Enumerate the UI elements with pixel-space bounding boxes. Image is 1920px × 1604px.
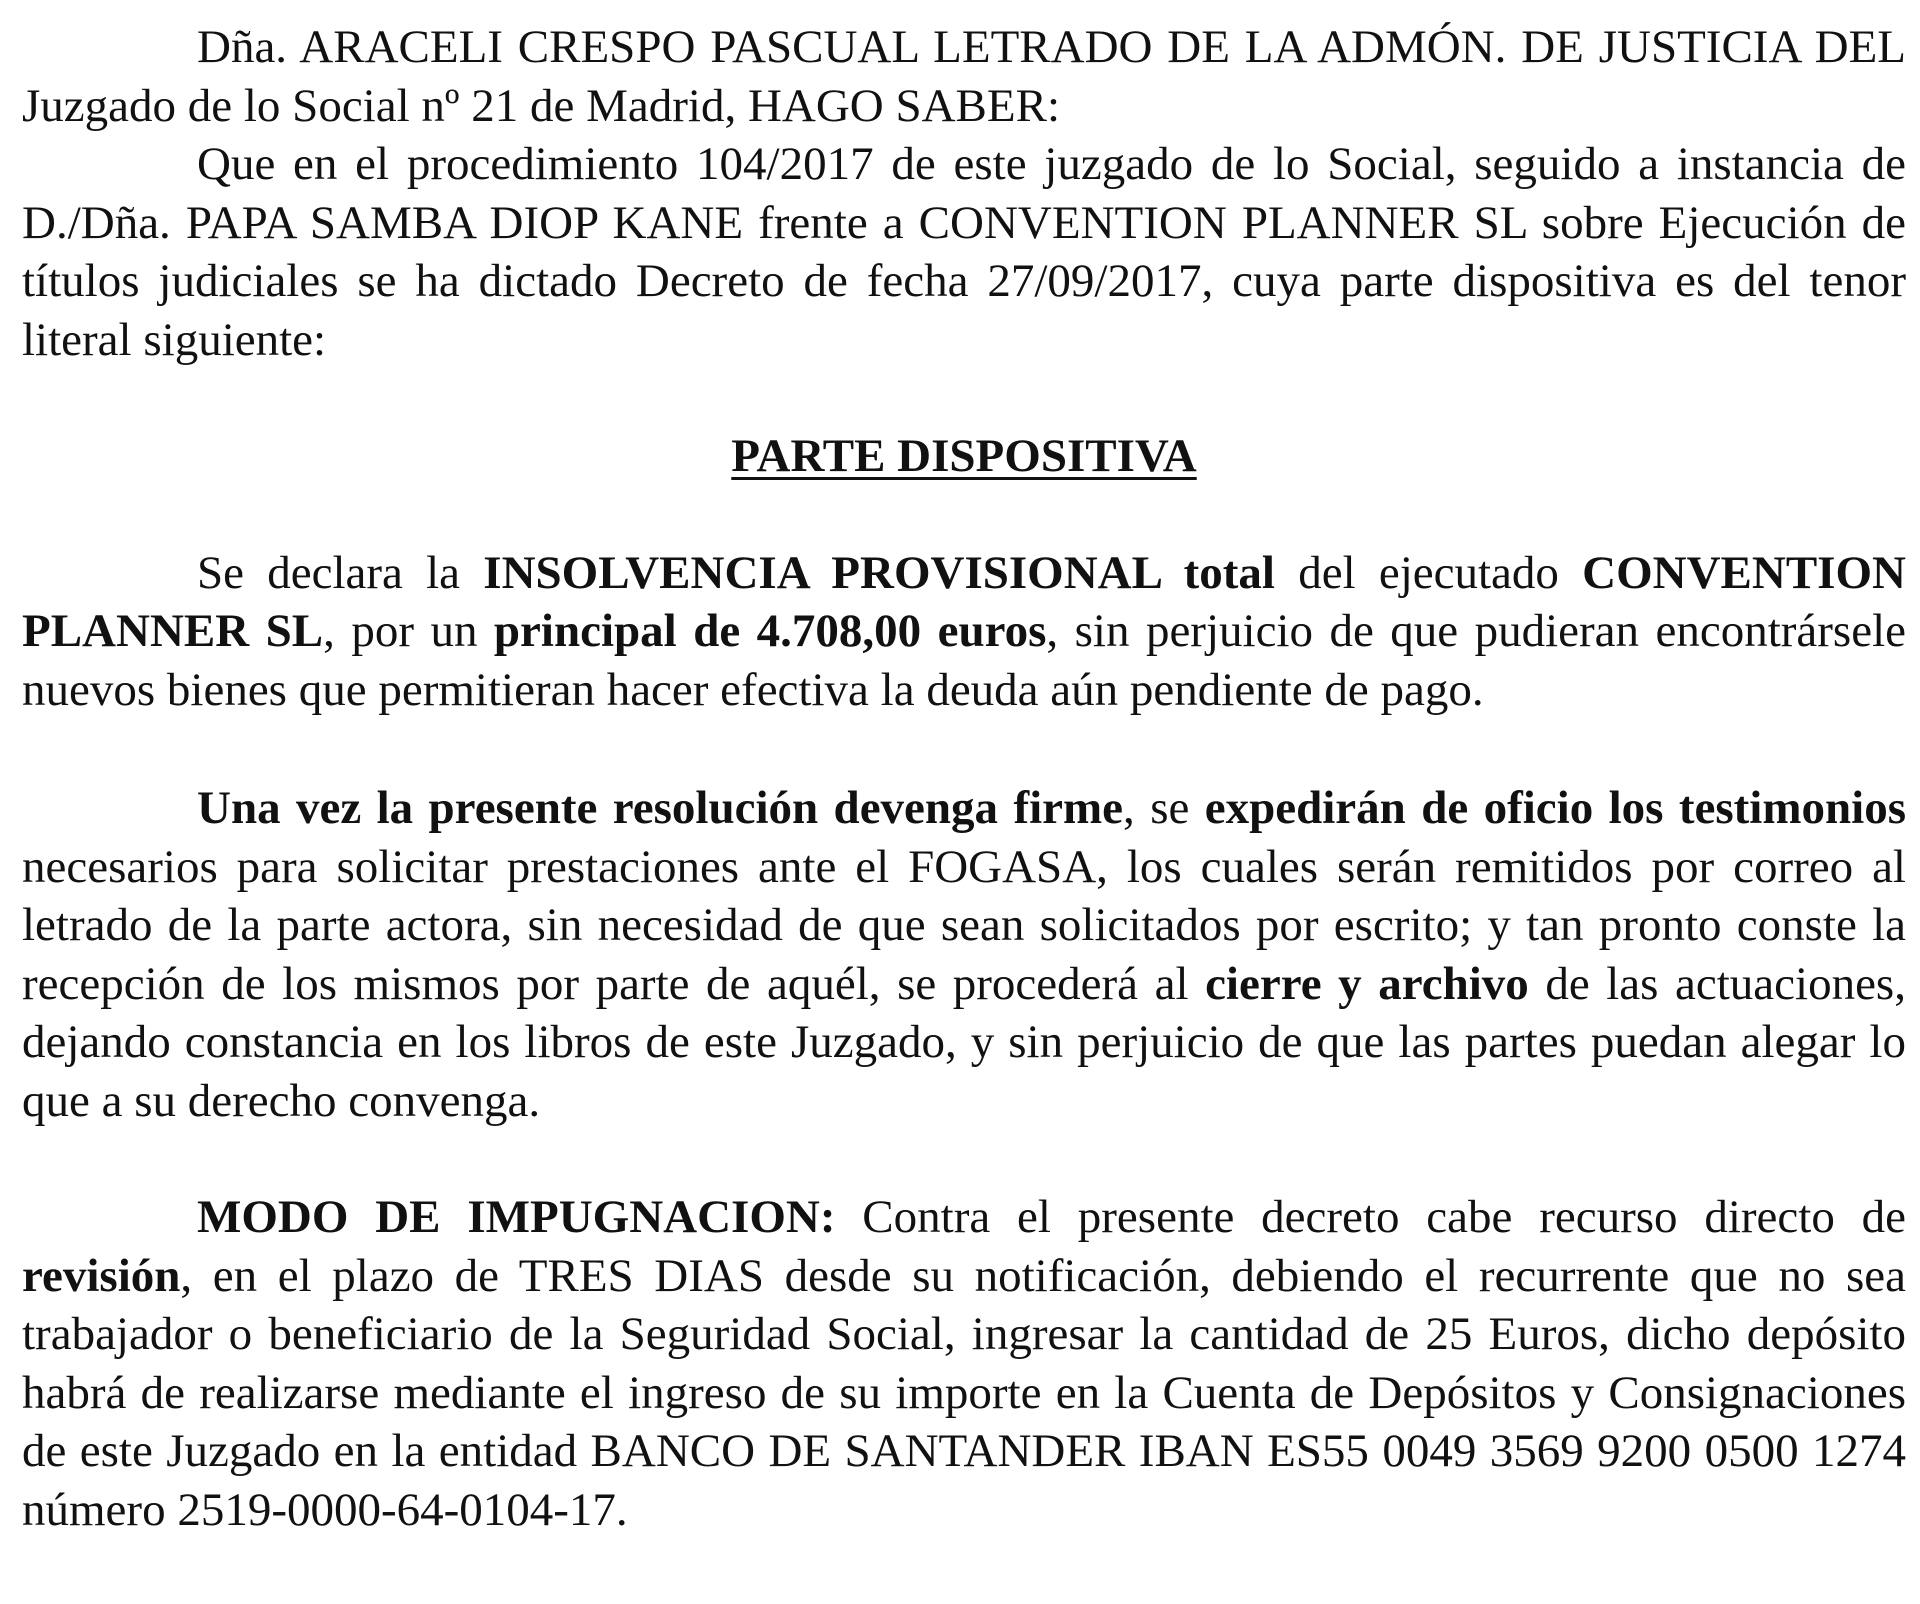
bold-run: revisión <box>22 1249 181 1302</box>
text-run: del ejecutado <box>1274 546 1583 599</box>
text-run: necesarios para solicitar prestaciones ante el FOGASA, los cuales serán remitidos por correo al letrado de la parte actora, sin necesidad de que sean solicitados por escrito; y tan pronto conste la recepción de los mismos por parte de aquél, se procederá al <box>22 840 1906 1010</box>
header-text: Dña. ARACELI CRESPO PASCUAL LETRADO DE LA ADMÓN. DE JUSTICIA DEL Juzgado de lo Social nº 21 de Madrid, HAGO SABER: <box>22 21 1906 132</box>
spacer <box>22 719 1906 779</box>
bold-run: cierre y archivo <box>1205 957 1529 1010</box>
bold-run: Una vez la presente resolución devenga firme <box>197 782 1124 834</box>
document-page <box>22 18 1906 1539</box>
text-run: , sin perjuicio de que pudieran encontrársele nuevos bienes que permitieran hacer efectiva la deuda aún pendiente de pago. <box>22 605 1906 716</box>
bold-run: MODO DE IMPUGNACION: <box>197 1191 836 1243</box>
impugnacion-paragraph <box>22 1188 1906 1539</box>
intro-text: Que en el procedimiento 104/2017 de este juzgado de lo Social, seguido a instancia de D./Dña. PAPA SAMBA DIOP KANE frente a CONVENTION PLANNER SL sobre Ejecución de títulos judiciales se ha dictado Decreto de fecha 27/09/2017, cuya parte dispositiva es del tenor literal siguiente: <box>22 138 1906 366</box>
bold-run: expedirán de oficio los testimonios <box>1204 782 1907 834</box>
text-run: de las actuaciones, dejando constancia en los libros de este Juzgado, y sin perjuicio de que las partes puedan alegar lo que a su derecho convenga. <box>22 957 1906 1127</box>
text-run: , en el plazo de TRES DIAS desde su notificación, debiendo el recurrente que no sea trabajador o beneficiario de la Seguridad Social, ingresar la cantidad de 25 Euros, dicho depósito habrá de realizarse mediante el ingreso de su importe en la Cuenta de Depósitos y Consignaciones de este Juzgado en la entidad BANCO DE SANTANDER IBAN ES55 0049 3569 9200 0500 1274 número 2519-0000-64-0104-17. <box>22 1249 1906 1536</box>
bold-run: principal de 4.708,00 euros <box>493 605 1047 657</box>
text-run: , se <box>1123 782 1205 834</box>
text-run: Se declara la <box>197 546 484 599</box>
spacer <box>22 486 1906 544</box>
insolvencia-paragraph <box>22 544 1906 720</box>
bold-run: INSOLVENCIA PROVISIONAL total <box>483 546 1275 599</box>
text-run: , por un <box>323 605 494 657</box>
spacer <box>22 1130 1906 1188</box>
header-paragraph <box>22 18 1906 135</box>
text-run: Contra el presente decreto cabe recurso directo de <box>835 1191 1906 1243</box>
intro-paragraph <box>22 135 1906 369</box>
firmeza-paragraph <box>22 779 1906 1130</box>
spacer <box>22 369 1906 427</box>
section-title: PARTE DISPOSITIVA <box>731 430 1197 482</box>
bold-run: CONVENTION PLANNER SL <box>22 546 1906 657</box>
